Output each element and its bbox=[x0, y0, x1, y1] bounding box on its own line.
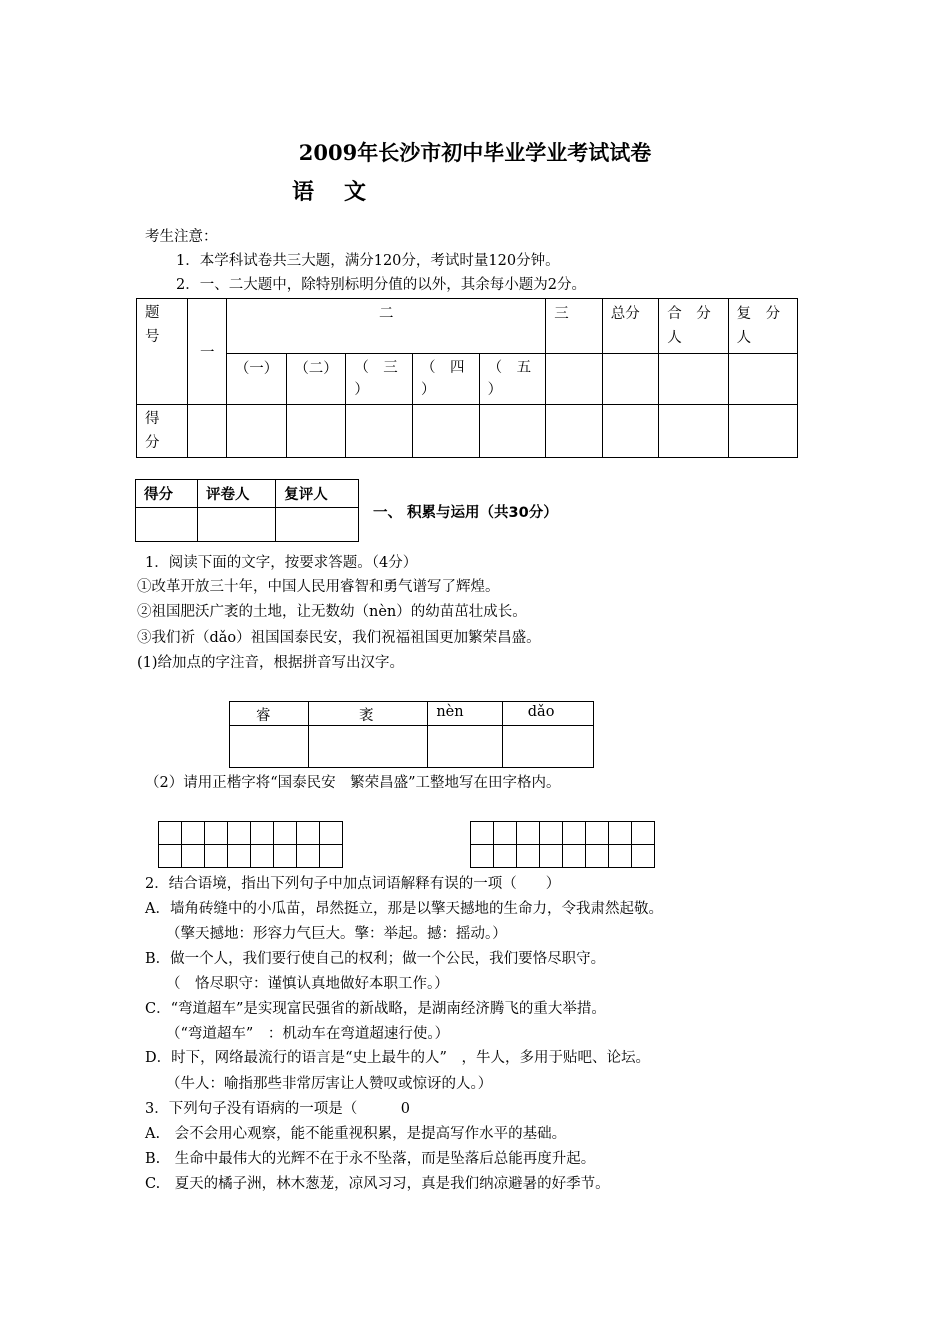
tianzige-cell[interactable] bbox=[228, 822, 251, 845]
tianzige-cell[interactable] bbox=[320, 822, 343, 845]
q1-line-3: ③我们祈（dǎo）祖国国泰民安，我们祝福祖国更加繁荣昌盛。 bbox=[137, 630, 541, 646]
sub-col-3-line-1: （ 三 bbox=[354, 360, 398, 376]
score-table-header-cell bbox=[137, 299, 188, 405]
grader-cell[interactable] bbox=[276, 508, 359, 542]
q2-option-b-note: （ 恪尽职守：谨慎认真地做好本职工作。） bbox=[166, 976, 449, 992]
tianzige-cell[interactable] bbox=[494, 822, 517, 845]
notice-heading: 考生注意： bbox=[145, 229, 218, 245]
cell-blank bbox=[659, 354, 728, 405]
grader-reviewer-header: 评卷人 bbox=[198, 480, 276, 508]
pinyin-answer-cell[interactable] bbox=[230, 726, 309, 768]
score-table bbox=[136, 298, 798, 458]
col-fu-fen-ren bbox=[728, 299, 797, 354]
grader-cell[interactable] bbox=[198, 508, 276, 542]
grader-table bbox=[135, 479, 359, 542]
score-cell[interactable] bbox=[659, 405, 728, 458]
tianzige-cell[interactable] bbox=[251, 822, 274, 845]
grader-score-header: 得分 bbox=[136, 480, 198, 508]
q2-option-a: A．墙角砖缝中的小瓜苗，昂然挺立，那是以擎天撼地的生命力，令我肃然起敬。 bbox=[145, 901, 663, 917]
cell-blank bbox=[728, 354, 797, 405]
score-cell[interactable] bbox=[412, 405, 479, 458]
sub-col-4-line-1: （ 四 bbox=[420, 360, 465, 376]
q1-line-2: ②祖国肥沃广袤的土地，让无数幼（nèn）的幼苗茁壮成长。 bbox=[137, 604, 527, 620]
q2-option-c-note: （“弯道超车” ：机动车在弯道超速行使。） bbox=[166, 1026, 450, 1042]
tianzige-right bbox=[470, 821, 655, 868]
tianzige-cell[interactable] bbox=[251, 845, 274, 868]
tianzige-cell[interactable] bbox=[563, 822, 586, 845]
score-cell[interactable] bbox=[602, 405, 659, 458]
notice-item-2: 2．一、二大题中，除特别标明分值的以外，其余每小题为2分。 bbox=[176, 277, 586, 293]
score-cell[interactable] bbox=[546, 405, 603, 458]
tianzige-cell[interactable] bbox=[632, 822, 655, 845]
tianzige-cell[interactable] bbox=[586, 845, 609, 868]
tianzige-cell[interactable] bbox=[471, 845, 494, 868]
q3-stem: 3．下列句子没有语病的一项是（ 0 bbox=[145, 1101, 410, 1117]
q3-option-a: A. 会不会用心观察，能不能重视积累，是提高写作水平的基础。 bbox=[145, 1126, 567, 1142]
q2-stem: 2．结合语境，指出下列句子中加点词语解释有误的一项（ ） bbox=[145, 876, 561, 892]
score-cell[interactable] bbox=[227, 405, 287, 458]
q2-option-d-note: （牛人：喻指那些非常厉害让人赞叹或惊讶的人。） bbox=[166, 1076, 493, 1092]
tianzige-cell[interactable] bbox=[563, 845, 586, 868]
pinyin-answer-cell[interactable] bbox=[502, 726, 593, 768]
q2-option-a-note: （擎天撼地：形容力气巨大。擎：举起。撼：摇动。） bbox=[166, 926, 507, 942]
score-cell[interactable] bbox=[286, 405, 346, 458]
grader-rereviewer-header: 复评人 bbox=[276, 480, 359, 508]
tianzige-cell[interactable] bbox=[205, 845, 228, 868]
tianzige-cell[interactable] bbox=[274, 822, 297, 845]
tianzige-cell[interactable] bbox=[297, 845, 320, 868]
subject-title: 语 文 bbox=[292, 179, 371, 205]
label-de: 得 bbox=[145, 411, 160, 427]
col-one: 一 bbox=[188, 299, 227, 405]
tianzige-cell[interactable] bbox=[540, 822, 563, 845]
pinyin-answer-cell[interactable] bbox=[428, 726, 502, 768]
exam-title: 2009年长沙市初中毕业学业考试试卷 bbox=[298, 140, 652, 165]
tianzige-cell[interactable] bbox=[182, 822, 205, 845]
q3-option-b: B. 生命中最伟大的光辉不在于永不坠落，而是坠落后总能再度升起。 bbox=[145, 1151, 596, 1167]
pinyin-header-rui: 睿 bbox=[230, 702, 309, 726]
tianzige-cell[interactable] bbox=[228, 845, 251, 868]
col-total: 总分 bbox=[602, 299, 659, 354]
q2-option-d: D．时下，网络最流行的语言是“史上最牛的人” ，牛人，多用于贴吧、论坛。 bbox=[145, 1050, 650, 1066]
label-he-fen: 合 分 bbox=[667, 306, 711, 322]
tianzige-cell[interactable] bbox=[540, 845, 563, 868]
q1-part-2: （2）请用正楷字将“国泰民安 繁荣昌盛”工整地写在田字格内。 bbox=[145, 775, 561, 791]
col-three: 三 bbox=[546, 299, 603, 354]
tianzige-cell[interactable] bbox=[494, 845, 517, 868]
cell-blank bbox=[602, 354, 659, 405]
label-fu-fen: 复 分 bbox=[736, 306, 781, 322]
notice-item-1: 1．本学科试卷共三大题，满分120分，考试时量120分钟。 bbox=[176, 253, 560, 269]
sub-col-4 bbox=[412, 354, 479, 405]
label-fen: 分 bbox=[145, 435, 160, 451]
cell-blank bbox=[546, 354, 603, 405]
tianzige-cell[interactable] bbox=[609, 845, 632, 868]
pinyin-table bbox=[229, 701, 594, 768]
tianzige-cell[interactable] bbox=[159, 845, 182, 868]
pinyin-header-dao: dǎo bbox=[502, 702, 593, 726]
q2-option-b: B．做一个人，我们要行使自己的权利；做一个公民，我们要恪尽职守。 bbox=[145, 951, 606, 967]
grader-cell[interactable] bbox=[136, 508, 198, 542]
tianzige-cell[interactable] bbox=[182, 845, 205, 868]
q1-line-1: ①改革开放三十年，中国人民用睿智和勇气谱写了辉煌。 bbox=[137, 579, 500, 595]
sub-col-3 bbox=[346, 354, 413, 405]
pinyin-answer-cell[interactable] bbox=[308, 726, 427, 768]
section-one-title: 一、 积累与运用（共30分） bbox=[373, 505, 558, 521]
col-he-fen-ren bbox=[659, 299, 728, 354]
sub-col-4-line-2: ） bbox=[420, 382, 436, 398]
label-hao: 号 bbox=[145, 329, 160, 345]
score-cell[interactable] bbox=[479, 405, 546, 458]
tianzige-cell[interactable] bbox=[205, 822, 228, 845]
q1-stem: 1．阅读下面的文字，按要求答题。（4分） bbox=[145, 555, 418, 571]
score-cell[interactable] bbox=[346, 405, 413, 458]
score-cell[interactable] bbox=[188, 405, 227, 458]
q3-option-c: C. 夏天的橘子洲，林木葱茏，凉风习习，真是我们纳凉避暑的好季节。 bbox=[145, 1176, 610, 1192]
pinyin-header-mao: 袤 bbox=[308, 702, 427, 726]
tianzige-cell[interactable] bbox=[159, 822, 182, 845]
tianzige-cell[interactable] bbox=[609, 822, 632, 845]
tianzige-left bbox=[158, 821, 343, 868]
label-fu-ren: 人 bbox=[736, 330, 752, 346]
sub-col-3-line-2: ） bbox=[354, 382, 369, 398]
label-he-ren: 人 bbox=[667, 330, 682, 346]
col-two: 二 bbox=[227, 299, 546, 354]
tianzige-cell[interactable] bbox=[517, 845, 540, 868]
pinyin-header-nen: nèn bbox=[428, 702, 502, 726]
label-ti: 题 bbox=[145, 305, 160, 321]
q1-part-1: (1)给加点的字注音，根据拼音写出汉字。 bbox=[137, 655, 405, 671]
sub-col-1: （一） bbox=[227, 354, 287, 405]
tianzige-cell[interactable] bbox=[586, 822, 609, 845]
tianzige-cell[interactable] bbox=[297, 822, 320, 845]
tianzige-cell[interactable] bbox=[274, 845, 297, 868]
sub-col-5 bbox=[479, 354, 546, 405]
score-cell[interactable] bbox=[728, 405, 797, 458]
score-row-label bbox=[137, 405, 188, 458]
sub-col-5-line-1: （ 五 bbox=[487, 360, 532, 376]
tianzige-cell[interactable] bbox=[632, 845, 655, 868]
tianzige-cell[interactable] bbox=[517, 822, 540, 845]
tianzige-cell[interactable] bbox=[471, 822, 494, 845]
q2-option-c: C．“弯道超车”是实现富民强省的新战略，是湖南经济腾飞的重大举措。 bbox=[145, 1001, 606, 1017]
sub-col-5-line-2: ） bbox=[487, 382, 503, 398]
tianzige-cell[interactable] bbox=[320, 845, 343, 868]
sub-col-2: （二） bbox=[286, 354, 346, 405]
